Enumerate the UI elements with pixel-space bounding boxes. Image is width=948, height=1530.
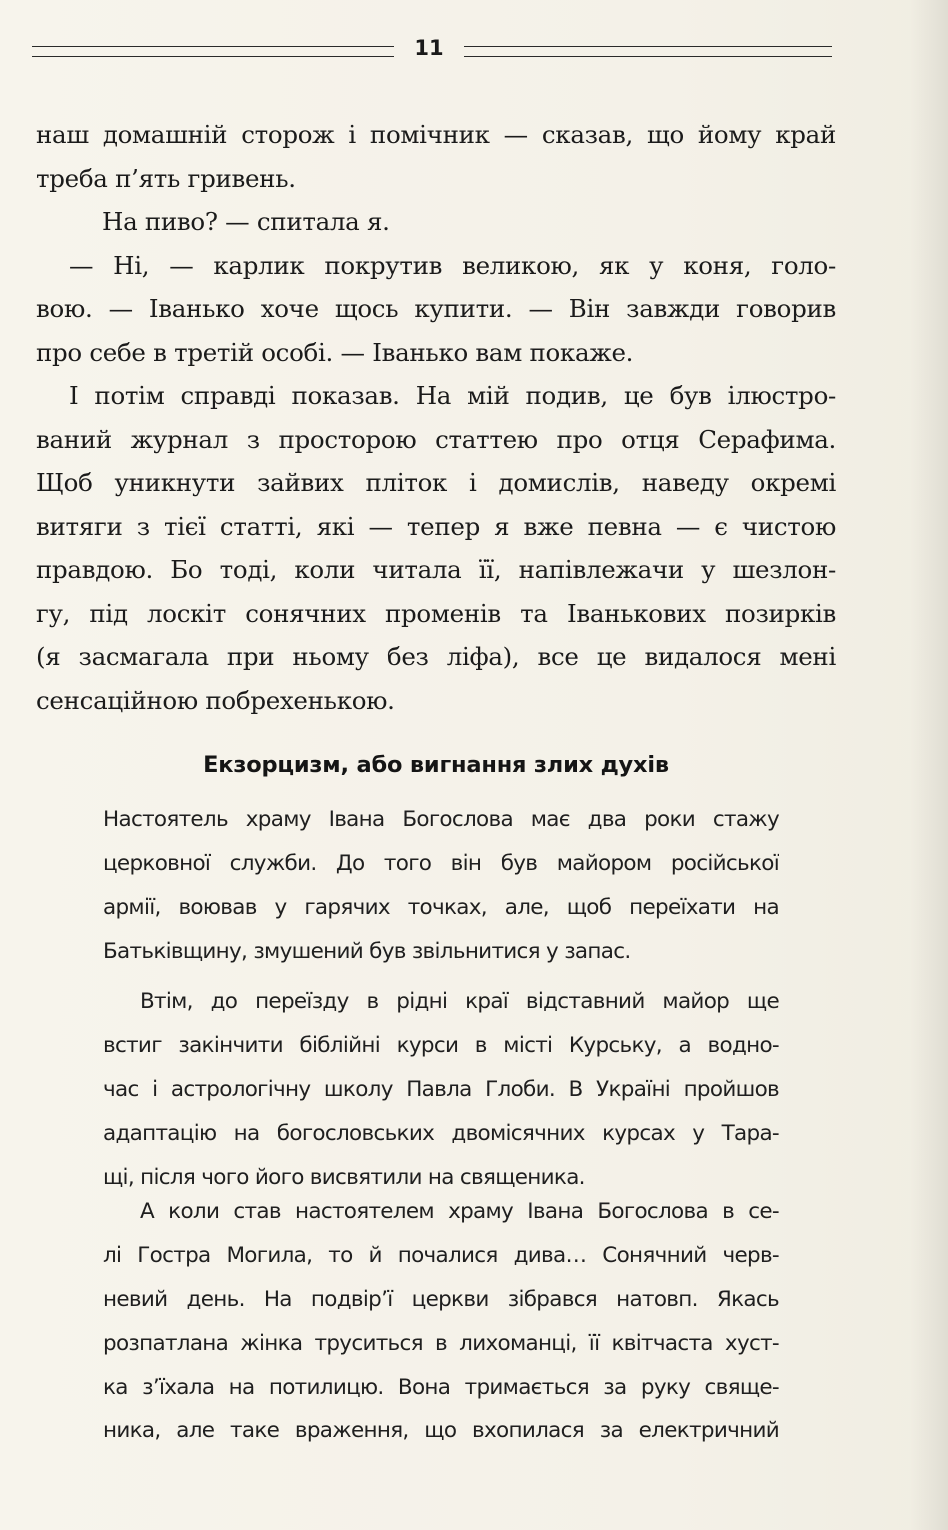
text-line: ника, але таке враження, що вхопилася за електричний (103, 1418, 779, 1444)
narrative-text (36, 113, 836, 722)
text-line: Щоб уникнути зайвих пліток і домислів, наведу окремі (36, 468, 836, 497)
text-line: (я засмагала при ньому без ліфа), все це видалося мені (36, 642, 836, 671)
text-line: — Ні, — карлик покрутив великою, як у коня, голо- (69, 250, 836, 280)
text-line: треба п’ять гривень. (36, 163, 296, 193)
text-line: На пиво? — спитала я. (102, 207, 390, 236)
text-line: невий день. На подвір’ї церкви зібрався натовп. Якась (103, 1286, 779, 1312)
page-number: 11 (414, 36, 444, 60)
text-line: Батьківщину, змушений був звільнитися у запас. (103, 938, 631, 964)
article-paragraph-3 (103, 1190, 779, 1453)
header-rule-right (464, 46, 832, 57)
text-line: правдою. Бо тоді, коли читала її, напівлежачи у шезлон- (36, 555, 836, 584)
spine-shadow (910, 0, 948, 1530)
article-paragraph-2 (103, 980, 779, 1199)
text-line: час і астрологічну школу Павла Глоби. В Україні пройшов (103, 1076, 779, 1102)
text-line: Настоятель храму Івана Богослова має два роки стажу (103, 807, 779, 832)
text-line: гу, під лоскіт сонячних променів та Іванькових позирків (36, 598, 836, 628)
text-line: наш домашній сторож і помічник — сказав, що йому край (36, 120, 836, 149)
text-line: А коли став настоятелем храму Івана Богослова в се- (140, 1199, 779, 1224)
text-line: вою. — Іванько хоче щось купити. — Він завжди говорив (36, 294, 836, 323)
article-heading: Екзорцизм, або вигнання злих духів (203, 752, 669, 778)
text-line: витяги з тієї статті, які — тепер я вже певна — є чистою (36, 511, 836, 541)
header-rule-left (32, 46, 394, 57)
text-line: адаптацію на богословських двомісячних курсах у Тара- (103, 1120, 779, 1146)
text-line: ваний журнал з просторою статтею про отця Серафима. (36, 424, 836, 454)
text-line: І потім справді показав. На мій подив, це був ілюстро- (69, 381, 836, 410)
text-line: ка з’їхала на потилицю. Вона тримається за руку свяще- (103, 1374, 779, 1400)
article-paragraph-1 (103, 798, 779, 974)
text-line: лі Гостра Могила, то й почалися дива… Сонячний черв- (103, 1242, 779, 1268)
text-line: Втім, до переїзду в рідні краї відставний майор ще (140, 989, 779, 1014)
text-line: встиг закінчити біблійні курси в місті Курську, а водно- (103, 1032, 779, 1058)
text-line: сенсаційною побрехенькою. (36, 685, 395, 715)
text-line: розпатлана жінка труситься в лихоманці, її квітчаста хуст- (103, 1330, 779, 1356)
text-line: армії, воював у гарячих точках, але, щоб переїхати на (103, 894, 779, 920)
text-line: про себе в третій особі. — Іванько вам покаже. (36, 337, 634, 367)
text-line: щі, після чого його висвятили на священика. (103, 1164, 585, 1190)
text-line: церковної служби. До того він був майором російської (103, 850, 779, 876)
